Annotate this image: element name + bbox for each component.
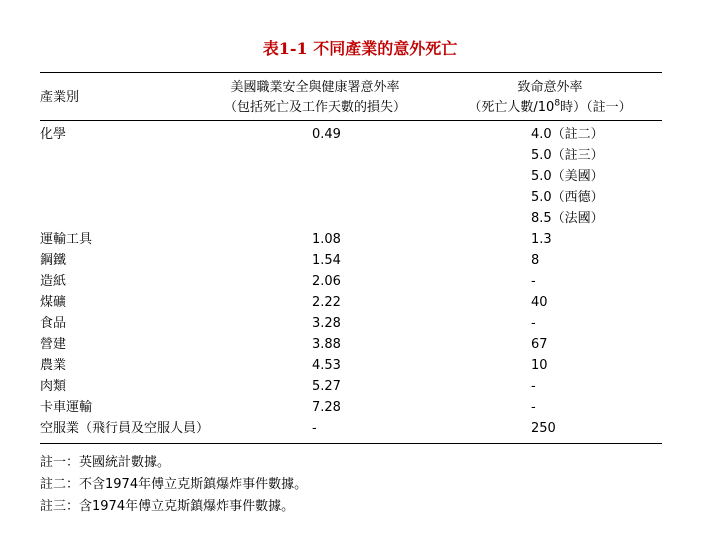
fatal-rate-column — [531, 124, 604, 439]
industry-cell: 運輸工具 — [40, 232, 93, 247]
header-fatal-rate-line2-post: 時）（註一） — [560, 100, 632, 115]
industry-cell: 鋼鐵 — [40, 253, 67, 268]
osha-rate-column — [312, 124, 341, 439]
industry-cell — [40, 145, 209, 166]
osha-rate-cell: 3.28 — [312, 316, 341, 331]
table-top-rule — [40, 72, 662, 73]
osha-rate-cell: 4.53 — [312, 358, 341, 373]
industry-cell: 肉類 — [40, 379, 67, 394]
osha-rate-cell: 7.28 — [312, 400, 341, 415]
header-fatal-rate-line2-pre: （死亡人數/10 — [468, 100, 555, 115]
fatal-rate-cell: - — [531, 379, 536, 394]
industry-cell: 空服業（飛行員及空服人員） — [40, 421, 210, 436]
industry-cell: 食品 — [40, 316, 67, 331]
header-osha-rate — [190, 78, 440, 118]
header-rule — [40, 120, 662, 121]
footnote: 註二：不含1974年傅立克斯鎮爆炸事件數據。 — [40, 477, 308, 492]
header-industry: 產業別 — [40, 90, 80, 105]
osha-rate-cell: - — [312, 421, 317, 436]
header-fatal-rate-exponent: 8 — [554, 98, 561, 109]
footnote: 註三：含1974年傅立克斯鎮爆炸事件數據。 — [40, 499, 295, 514]
fatal-rate-cell: - — [531, 316, 536, 331]
industry-cell: 煤礦 — [40, 295, 67, 310]
osha-rate-cell — [312, 187, 341, 208]
header-fatal-rate — [440, 78, 660, 118]
industry-cell: 造紙 — [40, 274, 67, 289]
industry-cell: 農業 — [40, 358, 67, 373]
header-osha-rate-line1: 美國職業安全與健康署意外率 — [230, 80, 400, 95]
osha-rate-cell — [312, 145, 341, 166]
fatal-rate-cell: 67 — [531, 337, 548, 352]
industry-cell — [40, 208, 209, 229]
footnote: 註一：英國統計數據。 — [40, 455, 171, 470]
osha-rate-cell: 5.27 — [312, 379, 341, 394]
fatal-rate-cell: 8.5（法國） — [531, 211, 604, 226]
header-osha-rate-line2: （包括死亡及工作天數的損失） — [223, 100, 406, 115]
fatal-rate-cell: 1.3 — [531, 232, 552, 247]
fatal-rate-cell: - — [531, 274, 536, 289]
fatal-rate-cell: 10 — [531, 358, 548, 373]
osha-rate-cell: 2.22 — [312, 295, 341, 310]
industry-cell: 營建 — [40, 337, 67, 352]
fatal-rate-cell: 5.0（美國） — [531, 169, 604, 184]
osha-rate-cell: 3.88 — [312, 337, 341, 352]
header-fatal-rate-line1: 致命意外率 — [517, 80, 583, 95]
osha-rate-cell — [312, 166, 341, 187]
osha-rate-cell: 2.06 — [312, 274, 341, 289]
table-title: 表1-1 不同產業的意外死亡 — [262, 39, 458, 58]
fatal-rate-cell: 40 — [531, 295, 548, 310]
industry-cell: 化學 — [40, 127, 67, 142]
osha-rate-cell: 1.08 — [312, 232, 341, 247]
osha-rate-cell: 0.49 — [312, 127, 341, 142]
osha-rate-cell — [312, 208, 341, 229]
fatal-rate-cell: 5.0（註三） — [531, 148, 604, 163]
osha-rate-cell: 1.54 — [312, 253, 341, 268]
footnotes — [40, 452, 307, 518]
header-fatal-rate-line2 — [440, 98, 660, 118]
industry-cell — [40, 166, 209, 187]
fatal-rate-cell: 8 — [531, 253, 540, 268]
fatal-rate-cell: 5.0（西德） — [531, 190, 604, 205]
fatal-rate-cell: 250 — [531, 421, 556, 436]
industry-cell: 卡車運輸 — [40, 400, 93, 415]
industry-column — [40, 124, 209, 439]
fatal-rate-cell: - — [531, 400, 536, 415]
table-bottom-rule — [40, 443, 662, 444]
industry-cell — [40, 187, 209, 208]
fatal-rate-cell: 4.0（註二） — [531, 127, 604, 142]
